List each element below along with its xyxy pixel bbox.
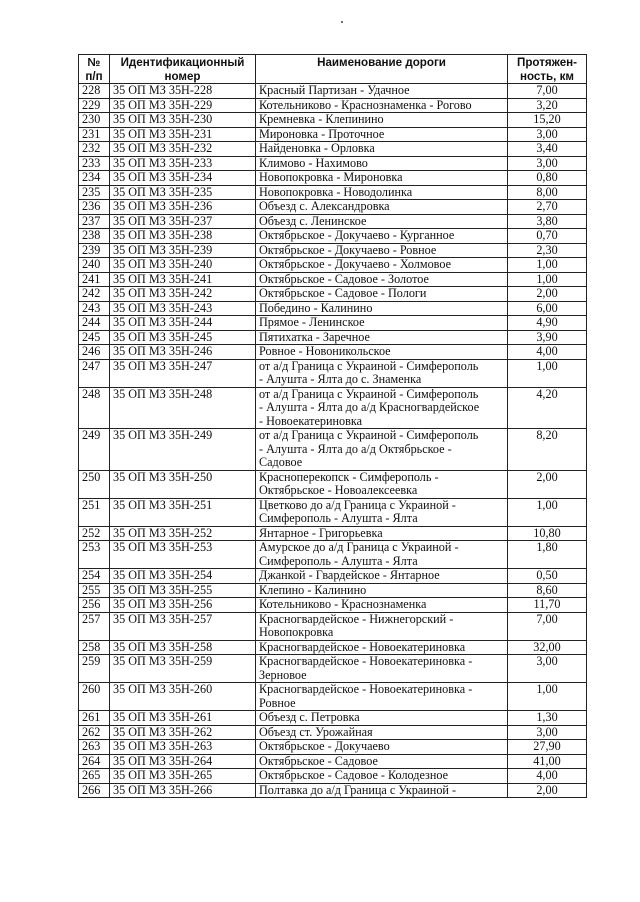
row-number: 263 — [79, 740, 110, 755]
road-name — [256, 725, 508, 740]
table-row — [79, 142, 587, 157]
row-number: 252 — [79, 526, 110, 541]
table-row — [79, 127, 587, 142]
road-id: 35 ОП МЗ 35Н-242 — [110, 287, 256, 302]
road-name-line: Победино - Калинино — [259, 301, 373, 315]
road-length: 3,90 — [508, 330, 587, 345]
row-number: 234 — [79, 171, 110, 186]
road-name-line: Октябрьское - Докучаево - Курганное — [259, 228, 455, 242]
road-name — [256, 769, 508, 784]
road-length: 1,00 — [508, 258, 587, 273]
row-number: 245 — [79, 330, 110, 345]
table-row — [79, 683, 587, 711]
road-name — [256, 754, 508, 769]
row-number: 242 — [79, 287, 110, 302]
road-name-line: Цветково до а/д Граница с Украиной - — [259, 498, 456, 512]
road-id: 35 ОП МЗ 35Н-253 — [110, 541, 256, 569]
road-name — [256, 429, 508, 471]
road-id: 35 ОП МЗ 35Н-238 — [110, 229, 256, 244]
road-length: 4,90 — [508, 316, 587, 331]
road-id: 35 ОП МЗ 35Н-231 — [110, 127, 256, 142]
road-length: 0,80 — [508, 171, 587, 186]
row-number: 257 — [79, 612, 110, 640]
road-id: 35 ОП МЗ 35Н-246 — [110, 345, 256, 360]
road-length: 3,00 — [508, 156, 587, 171]
road-id: 35 ОП МЗ 35Н-251 — [110, 498, 256, 526]
road-name-line: Октябрьское - Новоалексеевка — [259, 483, 418, 497]
table-row — [79, 711, 587, 726]
road-name-line: Симферополь - Алушта - Ялта — [259, 511, 418, 525]
road-id: 35 ОП МЗ 35Н-236 — [110, 200, 256, 215]
road-length: 3,80 — [508, 214, 587, 229]
road-name-line: Объезд с. Ленинское — [259, 214, 367, 228]
table-body — [79, 84, 587, 798]
road-id: 35 ОП МЗ 35Н-239 — [110, 243, 256, 258]
road-id: 35 ОП МЗ 35Н-235 — [110, 185, 256, 200]
row-number: 240 — [79, 258, 110, 273]
road-id: 35 ОП МЗ 35Н-265 — [110, 769, 256, 784]
header-length-line-1: Протяжен- — [516, 56, 578, 69]
road-name — [256, 569, 508, 584]
road-name — [256, 683, 508, 711]
road-name-line: Янтарное - Григорьевка — [259, 526, 383, 540]
header-name-line-1: Наименование дороги — [317, 56, 446, 69]
road-length: 8,60 — [508, 583, 587, 598]
road-name-line: Объезд с. Петровка — [259, 710, 360, 724]
road-id: 35 ОП МЗ 35Н-260 — [110, 683, 256, 711]
table-row — [79, 156, 587, 171]
road-name-line: Ровное — [259, 695, 296, 710]
row-number: 241 — [79, 272, 110, 287]
road-name-line: Красноперекопск - Симферополь - — [259, 470, 439, 484]
road-length: 32,00 — [508, 640, 587, 655]
road-name — [256, 84, 508, 99]
road-length: 3,20 — [508, 98, 587, 113]
road-name — [256, 142, 508, 157]
row-number: 265 — [79, 769, 110, 784]
road-name — [256, 185, 508, 200]
road-name — [256, 229, 508, 244]
row-number: 248 — [79, 387, 110, 429]
row-number: 260 — [79, 683, 110, 711]
road-name-line: Котельниково - Краснознаменка - Рогово — [259, 98, 472, 112]
row-number: 255 — [79, 583, 110, 598]
road-length: 2,00 — [508, 287, 587, 302]
road-length: 4,00 — [508, 345, 587, 360]
road-id: 35 ОП МЗ 35Н-230 — [110, 113, 256, 128]
road-name-line: Октябрьское - Докучаево - Холмовое — [259, 257, 451, 271]
road-length: 7,00 — [508, 612, 587, 640]
road-id: 35 ОП МЗ 35Н-258 — [110, 640, 256, 655]
road-length: 8,20 — [508, 429, 587, 471]
row-number: 266 — [79, 783, 110, 798]
road-name-line: Объезд с. Александровка — [259, 199, 390, 213]
header-num — [79, 55, 110, 84]
road-id: 35 ОП МЗ 35Н-244 — [110, 316, 256, 331]
road-name-line: Новопокровка - Новодолинка — [259, 185, 413, 199]
table-row — [79, 272, 587, 287]
road-name — [256, 783, 508, 798]
road-name-line: Красногвардейское - Нижнегорский - — [259, 612, 454, 626]
table-row — [79, 429, 587, 471]
road-length: 41,00 — [508, 754, 587, 769]
row-number: 256 — [79, 598, 110, 613]
table-row — [79, 359, 587, 387]
road-name — [256, 156, 508, 171]
header-length — [508, 55, 587, 84]
road-name-line: Красногвардейское - Новоекатериновка - — [259, 654, 473, 668]
table-row — [79, 214, 587, 229]
header-name — [256, 55, 508, 84]
row-number: 239 — [79, 243, 110, 258]
road-name-line: Симферополь - Алушта - Ялта — [259, 553, 418, 568]
table-row — [79, 541, 587, 569]
road-id: 35 ОП МЗ 35Н-262 — [110, 725, 256, 740]
road-name-line: Амурское до а/д Граница с Украиной - — [259, 540, 459, 554]
table-row — [79, 200, 587, 215]
row-number: 264 — [79, 754, 110, 769]
road-name-line: Новопокровка - Мироновка — [259, 170, 403, 184]
row-number: 229 — [79, 98, 110, 113]
road-name-line: Красногвардейское - Новоекатериновка — [259, 640, 466, 654]
road-name — [256, 498, 508, 526]
road-id: 35 ОП МЗ 35Н-241 — [110, 272, 256, 287]
row-number: 243 — [79, 301, 110, 316]
road-id: 35 ОП МЗ 35Н-234 — [110, 171, 256, 186]
road-name-line: Новопокровка — [259, 625, 334, 639]
road-name — [256, 272, 508, 287]
table-row — [79, 598, 587, 613]
road-length: 11,70 — [508, 598, 587, 613]
road-name-line: Котельниково - Краснознаменка — [259, 597, 427, 611]
road-length: 27,90 — [508, 740, 587, 755]
table-row — [79, 769, 587, 784]
road-length: 3,00 — [508, 127, 587, 142]
road-name-line: Октябрьское - Садовое - Золотое — [259, 272, 429, 286]
road-length: 2,00 — [508, 470, 587, 498]
road-length: 1,80 — [508, 541, 587, 569]
road-name — [256, 640, 508, 655]
road-length: 1,00 — [508, 498, 587, 526]
row-number: 249 — [79, 429, 110, 471]
road-name — [256, 711, 508, 726]
road-id: 35 ОП МЗ 35Н-228 — [110, 84, 256, 99]
road-length: 0,50 — [508, 569, 587, 584]
scan-speck — [341, 21, 343, 23]
row-number: 238 — [79, 229, 110, 244]
road-name — [256, 171, 508, 186]
road-name — [256, 243, 508, 258]
road-id: 35 ОП МЗ 35Н-266 — [110, 783, 256, 798]
road-name-line: Джанкой - Гвардейское - Янтарное — [259, 568, 440, 582]
header-num-line-2: п/п — [85, 69, 103, 83]
row-number: 261 — [79, 711, 110, 726]
road-name — [256, 526, 508, 541]
road-name-line: Октябрьское - Садовое — [259, 754, 378, 768]
header-id-line-1: Идентификационный — [120, 56, 245, 69]
road-id: 35 ОП МЗ 35Н-257 — [110, 612, 256, 640]
row-number: 230 — [79, 113, 110, 128]
road-name — [256, 287, 508, 302]
table-row — [79, 498, 587, 526]
road-name-line: Прямое - Ленинское — [259, 315, 365, 329]
table-row — [79, 345, 587, 360]
road-length: 1,00 — [508, 683, 587, 711]
table-row — [79, 330, 587, 345]
header-length-line-2: ность, км — [519, 69, 574, 83]
road-name — [256, 301, 508, 316]
road-name-line: Найденовка - Орловка — [259, 141, 375, 155]
table-row — [79, 526, 587, 541]
road-length: 6,00 — [508, 301, 587, 316]
road-id: 35 ОП МЗ 35Н-255 — [110, 583, 256, 598]
row-number: 253 — [79, 541, 110, 569]
road-id: 35 ОП МЗ 35Н-261 — [110, 711, 256, 726]
road-id: 35 ОП МЗ 35Н-252 — [110, 526, 256, 541]
table-row — [79, 470, 587, 498]
road-name — [256, 113, 508, 128]
road-name-line: от а/д Граница с Украиной - Симферополь — [259, 387, 479, 401]
table-row — [79, 754, 587, 769]
road-name-line: Садовое — [259, 455, 303, 469]
row-number: 250 — [79, 470, 110, 498]
table-row — [79, 84, 587, 99]
road-id: 35 ОП МЗ 35Н-254 — [110, 569, 256, 584]
road-length: 2,00 — [508, 783, 587, 798]
road-length: 3,00 — [508, 725, 587, 740]
table-row — [79, 783, 587, 798]
table-row — [79, 655, 587, 683]
table-row — [79, 258, 587, 273]
road-length: 1,30 — [508, 711, 587, 726]
road-name — [256, 200, 508, 215]
row-number: 246 — [79, 345, 110, 360]
road-name-line: - Новоекатериновка — [259, 413, 363, 428]
road-id: 35 ОП МЗ 35Н-248 — [110, 387, 256, 429]
road-name — [256, 214, 508, 229]
table-row — [79, 640, 587, 655]
road-id: 35 ОП МЗ 35Н-250 — [110, 470, 256, 498]
road-name-line: Клепино - Калинино — [259, 583, 367, 597]
road-name-line: Климово - Нахимово — [259, 156, 368, 170]
road-length: 3,00 — [508, 655, 587, 683]
table-row — [79, 583, 587, 598]
row-number: 235 — [79, 185, 110, 200]
road-name — [256, 583, 508, 598]
road-name-line: Красногвардейское - Новоекатериновка - — [259, 682, 473, 696]
road-name — [256, 612, 508, 640]
road-length: 2,70 — [508, 200, 587, 215]
road-name-line: от а/д Граница с Украиной - Симферополь — [259, 428, 479, 442]
row-number: 258 — [79, 640, 110, 655]
road-id: 35 ОП МЗ 35Н-247 — [110, 359, 256, 387]
table-row — [79, 243, 587, 258]
road-name-line: Кремневка - Клепинино — [259, 112, 384, 126]
road-length: 1,00 — [508, 359, 587, 387]
header-num-line-1: № — [87, 56, 101, 69]
road-name — [256, 258, 508, 273]
road-length: 4,00 — [508, 769, 587, 784]
road-length: 3,40 — [508, 142, 587, 157]
table-row — [79, 569, 587, 584]
road-length: 0,70 — [508, 229, 587, 244]
road-name — [256, 316, 508, 331]
table-row — [79, 301, 587, 316]
road-id: 35 ОП МЗ 35Н-237 — [110, 214, 256, 229]
road-name-line: Октябрьское - Докучаево - Ровное — [259, 243, 437, 257]
road-name — [256, 98, 508, 113]
road-name-line: Объезд ст. Урожайная — [259, 725, 373, 739]
row-number: 231 — [79, 127, 110, 142]
road-id: 35 ОП МЗ 35Н-232 — [110, 142, 256, 157]
road-id: 35 ОП МЗ 35Н-249 — [110, 429, 256, 471]
table-row — [79, 185, 587, 200]
row-number: 244 — [79, 316, 110, 331]
row-number: 247 — [79, 359, 110, 387]
table-row — [79, 725, 587, 740]
table-row — [79, 98, 587, 113]
road-id: 35 ОП МЗ 35Н-264 — [110, 754, 256, 769]
road-name — [256, 345, 508, 360]
road-id: 35 ОП МЗ 35Н-240 — [110, 258, 256, 273]
road-name-line: Зерновое — [259, 667, 307, 682]
row-number: 228 — [79, 84, 110, 99]
road-length: 10,80 — [508, 526, 587, 541]
road-name — [256, 359, 508, 387]
road-length: 15,20 — [508, 113, 587, 128]
road-length: 1,00 — [508, 272, 587, 287]
road-id: 35 ОП МЗ 35Н-233 — [110, 156, 256, 171]
road-name — [256, 655, 508, 683]
road-name-line: - Алушта - Ялта до а/д Красногвардейское — [259, 400, 480, 414]
row-number: 232 — [79, 142, 110, 157]
road-length: 8,00 — [508, 185, 587, 200]
road-name-line: Красный Партизан - Удачное — [259, 83, 410, 97]
road-name-line: Ровное - Новоникольское — [259, 344, 391, 358]
header-id-line-2: номер — [164, 69, 201, 83]
header-id — [110, 55, 256, 84]
road-name — [256, 541, 508, 569]
table-row — [79, 387, 587, 429]
road-name-line: от а/д Граница с Украиной - Симферополь — [259, 359, 479, 373]
road-id: 35 ОП МЗ 35Н-245 — [110, 330, 256, 345]
road-name — [256, 127, 508, 142]
road-id: 35 ОП МЗ 35Н-259 — [110, 655, 256, 683]
table-row — [79, 612, 587, 640]
roads-table — [78, 54, 587, 798]
road-length: 4,20 — [508, 387, 587, 429]
row-number: 237 — [79, 214, 110, 229]
road-id: 35 ОП МЗ 35Н-263 — [110, 740, 256, 755]
table-row — [79, 287, 587, 302]
road-name-line: - Алушта - Ялта до а/д Октябрьское - — [259, 441, 452, 456]
road-name-line: Мироновка - Проточное — [259, 127, 385, 141]
road-length: 2,30 — [508, 243, 587, 258]
road-name — [256, 470, 508, 498]
road-id: 35 ОП МЗ 35Н-243 — [110, 301, 256, 316]
road-name-line: Октябрьское - Докучаево — [259, 739, 390, 753]
table-row — [79, 113, 587, 128]
road-name-line: - Алушта - Ялта до с. Знаменка — [259, 372, 422, 386]
road-length: 7,00 — [508, 84, 587, 99]
road-name-line: Полтавка до а/д Граница с Украиной - — [259, 783, 457, 797]
road-name — [256, 387, 508, 429]
road-name-line: Октябрьское - Садовое - Колодезное — [259, 768, 449, 782]
table-row — [79, 316, 587, 331]
table-row — [79, 171, 587, 186]
row-number: 254 — [79, 569, 110, 584]
row-number: 236 — [79, 200, 110, 215]
row-number: 251 — [79, 498, 110, 526]
road-name-line: Октябрьское - Садовое - Пологи — [259, 286, 427, 300]
table-header-row — [79, 55, 587, 84]
road-name-line: Пятихатка - Заречное — [259, 330, 370, 344]
road-name — [256, 740, 508, 755]
table-row — [79, 740, 587, 755]
road-id: 35 ОП МЗ 35Н-256 — [110, 598, 256, 613]
row-number: 233 — [79, 156, 110, 171]
row-number: 259 — [79, 655, 110, 683]
table-row — [79, 229, 587, 244]
road-name — [256, 598, 508, 613]
road-id: 35 ОП МЗ 35Н-229 — [110, 98, 256, 113]
road-name — [256, 330, 508, 345]
row-number: 262 — [79, 725, 110, 740]
